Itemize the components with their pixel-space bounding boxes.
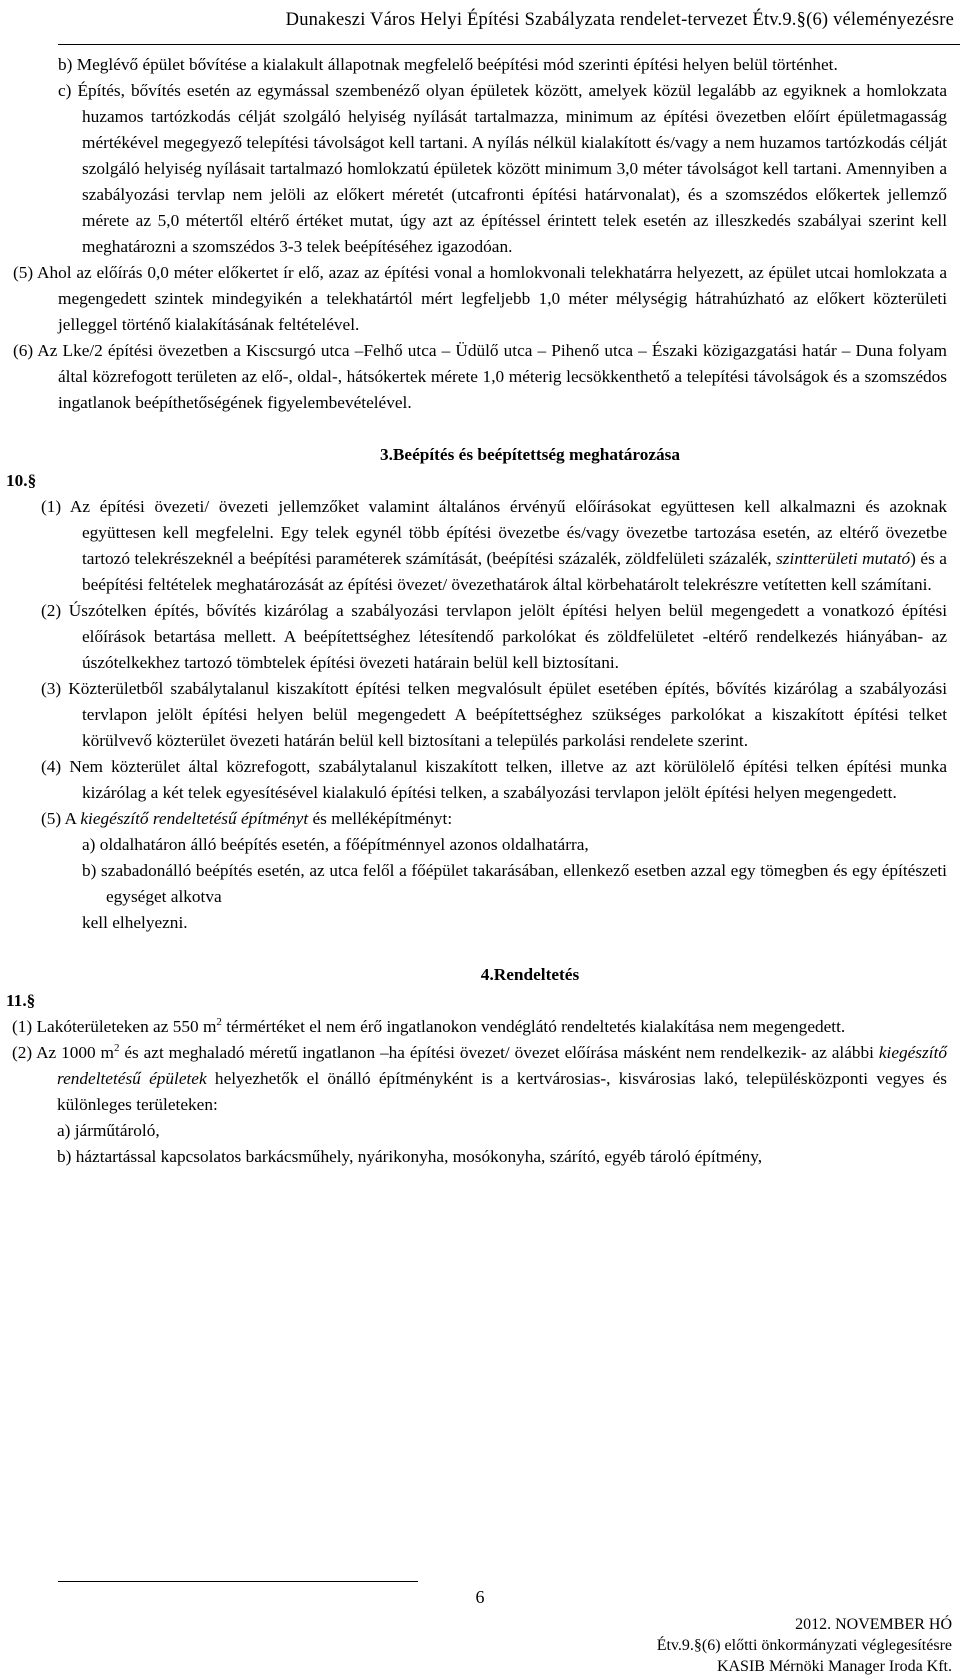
list-item-10-5-a: a) oldalhatáron álló beépítés esetén, a főépítménnyel azonos oldalhatárra, bbox=[82, 835, 589, 854]
paragraph-10-5-text-a: (5) A bbox=[41, 809, 81, 828]
paragraph-10-5-tail: kell elhelyezni. bbox=[82, 913, 188, 932]
section-number-10: 10.§ bbox=[6, 471, 37, 490]
section-heading-4: 4.Rendeltetés bbox=[480, 965, 580, 984]
footer-line-3: KASIB Mérnöki Manager Iroda Kft. bbox=[716, 1658, 952, 1675]
section-heading-3: 3.Beépítés és beépítettség meghatározása bbox=[379, 445, 681, 464]
document-body bbox=[0, 52, 960, 1170]
paragraph-11-2-text-a: (2) Az 1000 m bbox=[12, 1043, 114, 1062]
paragraph-10-1-text-a: (1) Az építési övezeti/ övezeti jellemzőket valamint általános érvényű előírásokat együttesen kell alkalmazni és azoknak együttesen kell megfelelni. Egy telek egynél több építési övezetbe és/vagy övezetbe tartozása esetén, az eltérő övezetbe tartozó telekrészeknél a beépítési paraméterek számítását, (beépítési százalék, zöldfelületi százalék, bbox=[41, 497, 947, 568]
paragraph-11-1-text-b: térmértéket el nem érő ingatlanokon vendéglátó rendeltetés kialakítása nem megengedett. bbox=[221, 1017, 846, 1036]
list-item-10-5-b: b) szabadonálló beépítés esetén, az utca felől a főépület takarásában, ellenkező esetben azzal egy tömegben és egy építészeti egységet alkotva bbox=[82, 861, 947, 906]
paragraph-10-1-italic: szintterületi mutató bbox=[776, 549, 911, 568]
paragraph-10-5 bbox=[0, 806, 960, 832]
footer-divider bbox=[58, 1581, 418, 1582]
page-footer bbox=[657, 1614, 952, 1677]
paragraph-11-2 bbox=[0, 1040, 960, 1118]
superscript-2: 2 bbox=[113, 1042, 120, 1054]
superscript-2: 2 bbox=[216, 1016, 222, 1028]
paragraph-11-1 bbox=[0, 1014, 960, 1040]
paragraph-c: c) Építés, bővítés esetén az egymással szembenéző olyan épületek között, amelyek közül legalább az egyiknek a homlokzata huzamos tartózkodás célját szolgáló helyiség nyílását tartalmazza, minimum az építési övezetben előírt épületmagasság mértékével megegyező telepítési távolságot kell tartani. A nyílás nélkül kialakított és/vagy a nem huzamos tartózkodás célját szolgáló helyiség nyílásait tartalmazó homlokzatú épületek között minimum 3,0 méter távolságot kell tartani. Amennyiben a szabályozási tervlap nem jelöli az előkert méretét (utcafronti építési határvonalat), és a szomszédos előkertek jellemző mérete az 5,0 métertől eltérő értéket mutat, úgy azt az építéssel érintett telek esetén az illeszkedés szabályai szerint kell meghatározni a szomszédos 3-3 telek beépítéséhez igazodóan. bbox=[58, 81, 947, 256]
footer-line-2: Étv.9.§(6) előtti önkormányzati véglegesítésre bbox=[656, 1637, 952, 1654]
paragraph-10-4: (4) Nem közterület által közrefogott, szabálytalanul kiszakított telken, illetve az azt körülölelő építési telken építési munka kizárólag a két telek egyesítésével kialakuló építési telken, a szabályozási tervlapon jelölt építési helyen megengedett. bbox=[41, 757, 947, 802]
paragraph-6: (6) Az Lke/2 építési övezetben a Kiscsurgó utca –Felhő utca – Üdülő utca – Pihenő utca – Északi közigazgatási határ – Duna folyam által közrefogott területen az elő-, oldal-, hátsókertek mérete 1,0 méterig lecsökkenthető a telepítési távolságok és a szomszédos ingatlanok beépíthetőségének figyelembevételével. bbox=[13, 341, 947, 412]
page-number: 6 bbox=[475, 1587, 485, 1607]
paragraph-10-5-italic: kiegészítő rendeltetésű építményt bbox=[80, 809, 309, 828]
paragraph-10-5-text-b: és melléképítményt: bbox=[308, 809, 453, 828]
paragraph-11-2-text-b: és azt meghaladó méretű ingatlanon –ha építési övezet/ övezet előírása másként nem rendelkezik- az alábbi bbox=[119, 1043, 879, 1062]
page-header: Dunakeszi Város Helyi Építési Szabályzata rendelet-tervezet Étv.9.§(6) véleményezésre bbox=[58, 4, 960, 45]
footer-date: 2012. NOVEMBER HÓ bbox=[795, 1616, 952, 1633]
paragraph-11-2-text-c: helyezhetők el önálló építményként is a kertvárosias-, kisvárosias lakó, településközponti vegyes és különleges területeken: bbox=[57, 1069, 947, 1114]
list-item-11-2-a: a) járműtároló, bbox=[57, 1121, 160, 1140]
section-number-11: 11.§ bbox=[6, 991, 36, 1010]
paragraph-10-1 bbox=[0, 494, 960, 598]
paragraph-5: (5) Ahol az előírás 0,0 méter előkertet ír elő, azaz az építési vonal a homlokvonali telekhatárra helyezett, az épület utcai homlokzata a megengedett szintek mindegyikén a telekhatártól mért legfeljebb 1,0 méter mélységig hátrahúzható az előkert közterületi jelleggel történő kialakításának feltételével. bbox=[13, 263, 947, 334]
list-item-11-2-b: b) háztartással kapcsolatos barkácsműhely, nyárikonyha, mosókonyha, szárító, egyéb tároló építmény, bbox=[57, 1147, 763, 1166]
paragraph-10-1-text-b: ) és a beépítési feltételek meghatározását az építési övezet/ övezethatárok által körbehatárolt telekrészre vetítetten kell számítani. bbox=[82, 549, 947, 594]
paragraph-11-2-italic: kiegészítő rendeltetésű épületek bbox=[57, 1043, 948, 1088]
paragraph-10-3: (3) Közterületből szabálytalanul kiszakított építési telken megvalósult épület esetében építés, bővítés kizárólag a szabályozási tervlapon jelölt építési helyen belül megengedett A beépítettséghez szükséges parkolókat a kiszakított építési telket körülvevő közterület övezeti határán belül kell biztosítani a település parkolási rendelete szerint. bbox=[41, 679, 947, 750]
paragraph-b: b) Meglévő épület bővítése a kialakult állapotnak megfelelő beépítési mód szerinti építési helyen belül történhet. bbox=[58, 55, 838, 74]
paragraph-10-2: (2) Úszótelken építés, bővítés kizárólag a szabályozási tervlapon jelölt építési helyen belül megengedett a vonatkozó építési előírások betartása mellett. A beépítettséghez létesítendő parkolókat és zöldfelületet -eltérő rendelkezés hiányában- az úszótelkekhez tartozó tömbtelek építési övezeti határain belül kell biztosítani. bbox=[41, 601, 947, 672]
paragraph-11-1-text-a: (1) Lakóterületeken az 550 m bbox=[12, 1017, 217, 1036]
